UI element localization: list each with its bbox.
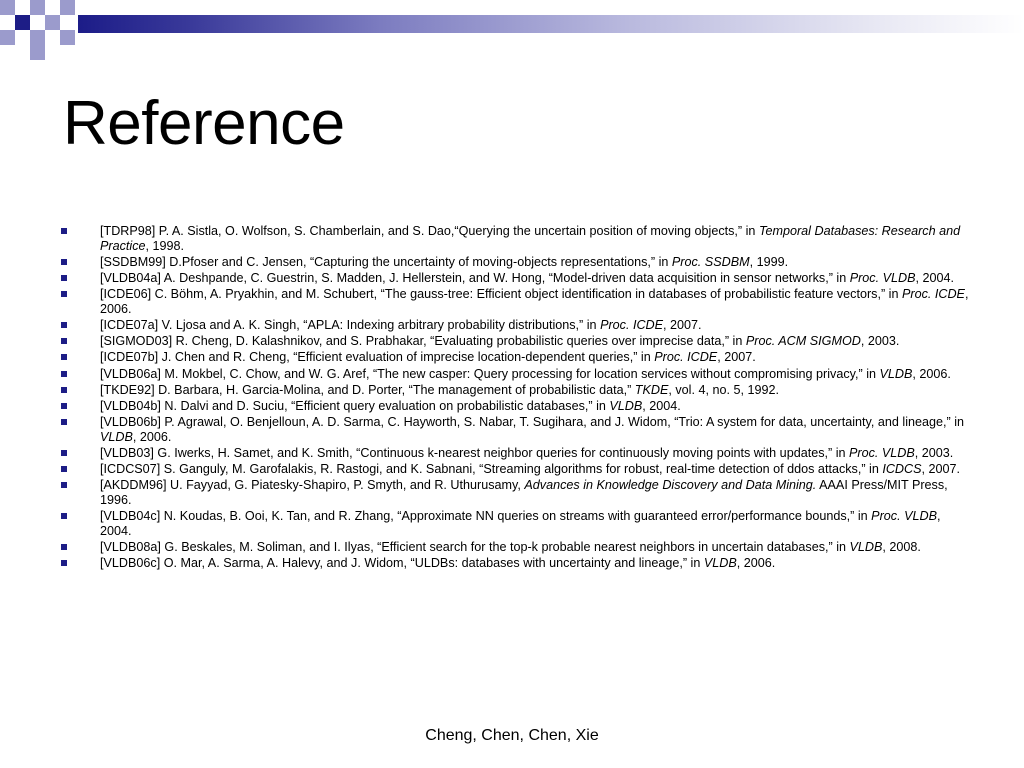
deco-square xyxy=(60,0,75,15)
reference-text: [ICDE06] C. Böhm, A. Pryakhin, and M. Schubert, “The gauss-tree: Efficient object identification in databases of probabilistic feature vectors,” in xyxy=(100,287,902,302)
reference-item xyxy=(60,446,970,461)
square-bullet-icon xyxy=(61,322,67,328)
square-bullet-icon xyxy=(61,275,67,281)
square-bullet-icon xyxy=(61,259,67,265)
square-bullet-icon xyxy=(61,419,67,425)
reference-text: , 2008. xyxy=(882,539,921,554)
reference-venue: TKDE xyxy=(634,382,669,397)
reference-text: [TDRP98] P. A. Sistla, O. Wolfson, S. Chamberlain, and S. Dao,“Querying the uncertain position of moving objects,” in xyxy=(100,224,759,238)
reference-venue: Advances in Knowledge Discovery and Data Mining. xyxy=(524,478,817,493)
reference-text: [VLDB06b] P. Agrawal, O. Benjelloun, A. D. Sarma, C. Hayworth, S. Nabar, T. Sugihara, and J. Widom, “Trio: A system for data, uncertainty, and lineage,” in xyxy=(100,415,965,430)
deco-square xyxy=(30,0,45,15)
deco-square xyxy=(30,30,45,45)
square-bullet-icon xyxy=(61,513,67,519)
reference-item xyxy=(60,350,970,365)
deco-square xyxy=(45,15,60,30)
square-bullet-icon xyxy=(61,387,67,393)
reference-text: , 2006. xyxy=(132,429,172,444)
reference-venue: VLDB xyxy=(100,429,133,444)
reference-item xyxy=(60,399,970,414)
reference-text: , 2007. xyxy=(717,350,756,365)
reference-text: , 2004. xyxy=(915,270,955,285)
reference-text: , 1999. xyxy=(749,254,789,269)
reference-venue: VLDB xyxy=(849,539,883,554)
reference-venue: Temporal Databases: Research and Practice xyxy=(100,224,961,253)
square-bullet-icon xyxy=(61,291,67,297)
reference-venue: Proc. ICDE xyxy=(600,317,664,332)
reference-item xyxy=(60,287,970,316)
square-bullet-icon xyxy=(61,482,67,488)
slide-title: Reference xyxy=(63,89,345,158)
reference-item xyxy=(60,462,970,477)
reference-item xyxy=(60,383,970,398)
reference-item xyxy=(60,415,970,444)
square-bullet-icon xyxy=(61,371,67,377)
square-bullet-icon xyxy=(61,450,67,456)
square-bullet-icon xyxy=(61,228,67,234)
reference-venue: Proc. ICDE xyxy=(654,350,718,365)
reference-venue: VLDB xyxy=(609,398,643,413)
reference-text: , 2006. xyxy=(100,287,969,316)
reference-venue: Proc. ACM SIGMOD xyxy=(745,334,861,349)
reference-text: [TKDE92] D. Barbara, H. Garcia-Molina, and D. Porter, “The management of probabilistic data,” xyxy=(100,382,635,397)
deco-square xyxy=(0,30,15,45)
reference-text: [VLDB08a] G. Beskales, M. Soliman, and I. Ilyas, “Efficient search for the top-k probable nearest neighbors in uncertain databases,” in xyxy=(100,539,850,554)
square-bullet-icon xyxy=(61,354,67,360)
reference-text: [VLDB03] G. Iwerks, H. Samet, and K. Smith, “Continuous k-nearest neighbor queries for continuously moving points with updates,” in xyxy=(100,445,849,460)
reference-venue: Proc. VLDB xyxy=(849,270,916,285)
reference-text: [SSDBM99] D.Pfoser and C. Jensen, “Capturing the uncertainty of moving-objects representations,” in xyxy=(100,254,672,269)
reference-text: [VLDB06a] M. Mokbel, C. Chow, and W. G. Aref, “The new casper: Query processing for location services without compromising privacy,” in xyxy=(100,366,880,381)
square-bullet-icon xyxy=(61,338,67,344)
reference-item xyxy=(60,318,970,333)
reference-venue: Proc. VLDB xyxy=(849,445,915,460)
reference-text: , 1998. xyxy=(145,238,185,253)
reference-text: , 2006. xyxy=(912,366,951,381)
slide-footer: Cheng, Chen, Chen, Xie xyxy=(425,727,599,744)
reference-item xyxy=(60,478,970,507)
reference-text: , 2003. xyxy=(914,445,954,460)
reference-item xyxy=(60,271,970,286)
reference-text: [AKDDM96] U. Fayyad, G. Piatesky-Shapiro, P. Smyth, and R. Uthurusamy, xyxy=(100,478,525,493)
reference-text: [ICDCS07] S. Ganguly, M. Garofalakis, R. Rastogi, and K. Sabnani, “Streaming algorithms for robust, real-time detection of ddos attacks,” in xyxy=(100,462,883,477)
reference-venue: VLDB xyxy=(879,366,913,381)
deco-square xyxy=(0,0,15,15)
reference-text: [ICDE07a] V. Ljosa and A. K. Singh, “APLA: Indexing arbitrary probability distributions,” in xyxy=(100,317,601,332)
reference-text: , 2006. xyxy=(736,555,776,570)
reference-text: AAAI Press/MIT Press, 1996. xyxy=(100,478,948,507)
reference-item xyxy=(60,540,970,555)
reference-item xyxy=(60,255,970,270)
header-gradient-bar xyxy=(78,15,1024,33)
reference-text: , 2004. xyxy=(642,398,681,413)
reference-venue: Proc. SSDBM xyxy=(671,254,750,269)
reference-venue: VLDB xyxy=(703,555,737,570)
reference-text: , 2004. xyxy=(100,509,941,538)
reference-text: , 2007. xyxy=(921,462,961,477)
reference-text: , vol. 4, no. 5, 1992. xyxy=(668,382,779,397)
reference-text: [ICDE07b] J. Chen and R. Cheng, “Efficient evaluation of imprecise location-dependent queries,” in xyxy=(100,350,655,365)
deco-square xyxy=(15,15,30,30)
reference-text: , 2003. xyxy=(860,334,900,349)
square-bullet-icon xyxy=(61,466,67,472)
reference-venue: Proc. VLDB xyxy=(871,509,937,523)
square-bullet-icon xyxy=(61,544,67,550)
reference-text: [VLDB04b] N. Dalvi and D. Suciu, “Efficient query evaluation on probabilistic databases,” in xyxy=(100,398,610,413)
square-bullet-icon xyxy=(61,560,67,566)
reference-text: [VLDB04c] N. Koudas, B. Ooi, K. Tan, and R. Zhang, “Approximate NN queries on streams with guaranteed error/performance bounds,” in xyxy=(100,509,872,523)
reference-item xyxy=(60,509,970,538)
reference-list xyxy=(60,224,970,572)
reference-venue: Proc. ICDE xyxy=(901,287,965,302)
deco-square xyxy=(60,30,75,45)
reference-item xyxy=(60,556,970,571)
reference-text: , 2007. xyxy=(663,317,702,332)
reference-text: [VLDB06c] O. Mar, A. Sarma, A. Halevy, and J. Widom, “ULDBs: databases with uncertainty and lineage,” in xyxy=(100,555,704,570)
reference-item xyxy=(60,224,970,253)
reference-text: [VLDB04a] A. Deshpande, C. Guestrin, S. Madden, J. Hellerstein, and W. Hong, “Model-driven data acquisition in sensor networks,” in xyxy=(100,270,850,285)
reference-venue: ICDCS xyxy=(882,462,922,477)
reference-item xyxy=(60,367,970,382)
reference-item xyxy=(60,334,970,349)
reference-text: [SIGMOD03] R. Cheng, D. Kalashnikov, and S. Prabhakar, “Evaluating probabilistic queries over imprecise data,” in xyxy=(100,334,746,349)
square-bullet-icon xyxy=(61,403,67,409)
deco-square xyxy=(30,45,45,60)
